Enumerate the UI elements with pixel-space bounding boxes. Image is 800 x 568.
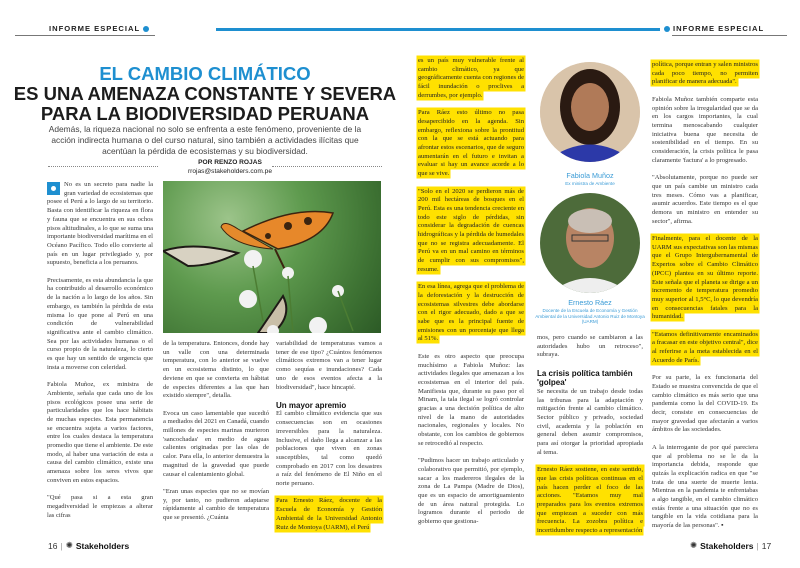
- footer-separator: |: [756, 540, 759, 551]
- highlighted-paragraph: [418, 109, 524, 179]
- footer-right: [690, 540, 771, 551]
- paragraph-text: Finalmente, para el docente de la UARM sus expectativas son las mismas que el Grupo Intergubernamental de Expertos sobre el Cambio Climático (IPCC) plantea en su último reporte. Este señala que el planeta se dirige a un incremento de temperatura promedio muy superior al 1,5°C, lo que devendría en consecuencias fatales para la humanidad.: [652, 235, 758, 321]
- text-column-4: [418, 57, 524, 536]
- paragraph-text: "Estamos definitivamente encaminados a fracasar en este objetivo central", dice al referirse a la meta establecida en el Acuerdo de París.: [652, 330, 758, 364]
- paragraph-text: Este es otro aspecto que preocupa muchísimo a Fabiola Muñoz: las actividades ilegales que amenazan a los ecosistemas en el interior del país. Manifiesta que, durante su paso por el Minam, la tala ilegal se logró controlar gracias a una decisión política de alto nivel de la mano de autoridades nacionales, regionales y locales. No obstante, con los cambios de gobiernos se retrocedió al respecto.: [418, 352, 524, 447]
- paragraph: [47, 381, 153, 485]
- caption-name: Fabiola Muñoz: [566, 171, 614, 180]
- paragraph-text: Fabiola Muñoz, ex ministra de Ambiente, señala que cada uno de los pisos ecológicos posee una serie de particularidades que los hace hábitats de muchas especies. Esta permanencia se encuentra sujeta a varios factores, entre los cuales destaca la temperatura promedio que tiene el ambiente. De este modo, al haber una variación de esta a causa del cambio climático, existe una amenaza sobre los seres vivos que conviven en estos espacios.: [47, 381, 154, 484]
- sun-dots-icon: ✺: [65, 540, 73, 550]
- section-dot-icon: [143, 26, 149, 32]
- paragraph-text: Ernesto Ráez sostiene, en este sentido, que las crisis políticas continuas en el país hacen perder el foco de las acciones. "Estamos muy mal preparados para los eventos extremos que empiezan a suceder con más frecuencia. La zozobra política e incertidumbre respecto a representación: [537, 466, 643, 535]
- paragraph-text: Para Ernesto Ráez, docente de la Escuela de Economía y Gestión Ambiental de la Universidad Antonio Ruiz de Montoya (UARM), el Perú: [276, 497, 382, 531]
- paragraph: [276, 340, 382, 392]
- text-column-2: [163, 340, 269, 531]
- article-title-line2: ES UNA AMENAZA CONSTANTE Y SEVERA: [13, 83, 397, 104]
- paragraph: [652, 96, 758, 166]
- section-header-left: [49, 24, 149, 33]
- brand-logo: Stakeholders: [700, 540, 754, 551]
- paragraph-text: es un país muy vulnerable frente al cambio climático, ya que geográficamente cuenta con regiones de fácil inundación o proclives a derrumbes, por ejemplo.: [418, 57, 524, 99]
- paragraph-text: En esa línea, agrega que el problema de la deforestación y la destrucción de ecosistemas silvestres debe abordarse con el rigor adecuado, dado a que se sabe que es la principal fuente de emisiones con un porcentaje que llega al 51%.: [418, 283, 524, 343]
- paragraph-text: Por su parte, la ex funcionaria del Estado se muestra convencida de que el cambio climático es más serio que una pandemia como la del COVID-19. Es decir, consiste en consecuencias de mayor gravedad que afectarán a varios ámbitos de las sociedades.: [652, 374, 758, 434]
- portrait-fabiola-munoz: [540, 62, 640, 162]
- orange-butterfly: [221, 211, 333, 276]
- caption-name: Ernesto Ráez: [568, 298, 612, 307]
- header-underline-right: [672, 35, 787, 36]
- paragraph-text: política, porque entran y salen ministros cada poco tiempo, no permiten planificar de manera adecuada".: [652, 61, 758, 86]
- section-dot-icon: [664, 26, 670, 32]
- glasswing-butterfly: [163, 246, 286, 333]
- highlighted-paragraph: [652, 331, 758, 366]
- article-title-highlight: EL CAMBIO CLIMÁTICO: [99, 63, 311, 84]
- byline: [170, 159, 290, 176]
- highlighted-paragraph: [276, 497, 382, 532]
- section-heading: Un mayor apremio: [276, 400, 347, 410]
- paragraph-text: No es un secreto para nadie la gran variedad de ecosistemas que posee el Perú a lo largo de su territorio. Basta con identificar la riqueza en flora y fauna que se encuentra en sus ochos pisos altitudinales, a lo que se suma una importante biodiversidad marítima en el Océano Pacífico. Todo ello convierte al país en un lugar privilegiado y, por supuesto, beneficia a los peruanos.: [47, 181, 153, 267]
- section-label-right: INFORME ESPECIAL: [673, 24, 765, 33]
- butterfly-photo: [163, 181, 381, 333]
- paragraph-text: "Solo en el 2020 se perdieron más de 200 mil hectáreas de bosques en el Perú. Esta es una tendencia creciente en todo este siglo de pérdidas, sin considerar la degradación de cuencas hidrográficas y la pérdida de humedales que no se registra adecuadamente. El Perú va en un mal camino en términos de cumplir con sus compromisos", resume.: [418, 187, 524, 273]
- paragraph-text: de la temperatura. Entonces, donde hay un valle con una determinada temperatura, con lo anterior se vuelve en un ecosistema distinto, lo que deviene en que se convierta en hábitat de especies diferentes a las que han existido siempre", detalla.: [163, 340, 269, 400]
- sun-dots-icon: ✺: [690, 540, 698, 550]
- author-name: POR RENZO ROJAS: [198, 159, 262, 166]
- paragraph-text: "Absolutamente, porque no puede ser que un país cambie un ministro cada tres meses. Cómo vas a planificar, asumir acuerdos. Este tiempo es el que demora un ministro en entender su sector", afirma.: [652, 174, 758, 225]
- section-header-right: [664, 24, 764, 33]
- highlighted-paragraph: [652, 61, 758, 87]
- text-column-3: [276, 340, 382, 541]
- paragraph-text: Fabiola Muñoz también comparte esta opinión sobre la irregularidad que se da en los cargos importantes, la cual termina menoscabando cualquier iniciativa buena que necesita de sostenibilidad en el tiempo. En su consideración, la crisis política le pasa claramente 'factura' a lo progresado.: [652, 95, 758, 164]
- text-column-5: [537, 334, 643, 544]
- article-title-line3: PARA LA BIODIVERSIDAD PERUANA: [40, 103, 370, 124]
- divider-left: [48, 166, 158, 167]
- paragraph: [537, 334, 643, 360]
- page-number: 16: [48, 540, 58, 551]
- section-label-left: INFORME ESPECIAL: [49, 24, 141, 33]
- text-column-6: [652, 61, 758, 540]
- paragraph: [47, 494, 153, 520]
- portrait-ernesto-raez: [540, 193, 640, 293]
- brand-logo: Stakeholders: [75, 540, 130, 551]
- paragraph: [276, 410, 382, 488]
- paragraph: [652, 174, 758, 226]
- paragraph-text: Se necesita de un trabajo desde todas las tribunas para la adaptación y mitigación frente al cambio climático. Sector público y privado, sociedad civil, academia y la población en general deben asumir compromisos, para así otorgar la prioridad apropiada al tema.: [537, 387, 643, 456]
- article-subtitle: Además, la riqueza nacional no solo se enfrenta a este fenómeno, proveniente de la acción indirecta humana o del curso natural, sino también a actividades ilícitas que acentúan la pérdida de ecosistemas y su biodiversidad.: [48, 124, 362, 156]
- paragraph: [418, 457, 524, 527]
- paragraph: [418, 353, 524, 449]
- section-heading: La crisis política también 'golpea': [537, 368, 633, 388]
- text-column-1: [47, 181, 153, 529]
- page-number: 17: [761, 540, 772, 551]
- paragraph-text: Precisamente, es esta abundancia la que ha contribuido al desarrollo económico de la nación a lo largo de los años. Sin embargo, es también la pérdida de esta misma lo que pone al Perú en una condición de vulnerabilidad significativa ante el cambio climático. Sea por las actividades humanas o el curso propio de la naturaleza, lo cierto es que hay un sentido de urgencia que insta a moverse con celeridad.: [47, 276, 153, 371]
- highlighted-paragraph: [418, 57, 524, 101]
- paragraph-text: "Qué pasa si a esta gran megadiversidad le empiezas a alterar las cifras: [47, 494, 153, 519]
- highlighted-paragraph: [537, 466, 643, 536]
- caption-role: Ex ministra de Ambiente: [565, 181, 615, 186]
- header-underline-left: [15, 35, 155, 36]
- paragraph: [537, 388, 643, 458]
- paragraph: [652, 374, 758, 435]
- author-email[interactable]: rrojas@stakeholders.com.pe: [187, 167, 273, 175]
- footer-separator: |: [60, 540, 63, 551]
- paragraph: [163, 410, 269, 480]
- caption-role: Docente de la Escuela de Economía y Gestión Ambiental de la Universidad Antonio Ruiz de Montoya (UARM): [535, 308, 645, 325]
- paragraph-text: "Eran unas especies que no se movían y, por tanto, no pudieron adaptarse rápidamente al cambio de temperatura que se presentó. ¿Cuánta: [163, 487, 269, 522]
- paragraph: [163, 340, 269, 401]
- paragraph-text: "Pudimos hacer un trabajo articulado y colaborativo que permitió, por ejemplo, sacar a los madereros ilegales de la zona de La Pampa (Madre de Dios), que es un espacio de amortiguamiento de un área natural protegida. Lo logramos durante el periodo de gobierno que gestiona-: [418, 457, 524, 526]
- paragraph-text: Para Ráez esto último no pasa desapercibido en la agenda. Sin embargo, reflexiona sobre la prontitud con la que se está actuando para afrontar estos escenarios, que de seguro aumentarán en el futuro e invitan a evaluar si hay un avance acorde a lo que se vive.: [418, 109, 524, 178]
- paragraph-text: A la interrogante de por qué pareciera que al problema no se le da la importancia debida, responde que quizás la explicación radica en que "se trata de una suerte de muerte lenta. Mientras en la pandemia te enfrentabas a algo tangible, en el cambio climático estás frente a una situación que no es tangible en la vida cotidiana para la mayoría de las personas". ▪: [652, 443, 758, 530]
- highlighted-paragraph: [418, 188, 524, 275]
- paragraph-text: variabilidad de temperaturas vamos a tener de ese tipo? ¿Cuántos fenómenos climáticos extremos van a tener lugar como sequías e inundaciones? Cada uno de esos eventos afecta a la biodiversidad", hace hincapié.: [276, 340, 382, 391]
- paragraph: [47, 277, 153, 373]
- paragraph: [163, 488, 269, 523]
- header-rule-left: [216, 28, 410, 31]
- paragraph-text: Evoca un caso lamentable que sucedió a mediados del 2021 en Canadá, cuando millones de especies marinas murieron 'sancochadas' en medio de aguas calientes originadas por las olas de calor. Para ella, lo anterior demuestra la magnitud de la gravedad que puede causar el calentamiento global.: [163, 409, 270, 478]
- paragraph: [652, 444, 758, 531]
- footer-left: [48, 540, 129, 551]
- square-bullet-icon: [47, 182, 60, 195]
- highlighted-paragraph: [652, 235, 758, 322]
- highlighted-paragraph: [418, 283, 524, 344]
- paragraph: [47, 181, 153, 268]
- paragraph-text: El cambio climático evidencia que sus consecuencias son en ocasiones irreversibles para la naturaleza. Inclusive, el daño llega a alcanzar a las poblaciones que viven en zonas susceptibles, tal como quedó comprobado en 2017 con los desastres a raíz del fenómeno de El Niño en el norte peruano.: [276, 410, 382, 488]
- paragraph-text: mos, pero cuando se cambiaron a las autoridades hubo un retroceso", subraya.: [537, 334, 643, 359]
- header-rule-right: [410, 28, 660, 31]
